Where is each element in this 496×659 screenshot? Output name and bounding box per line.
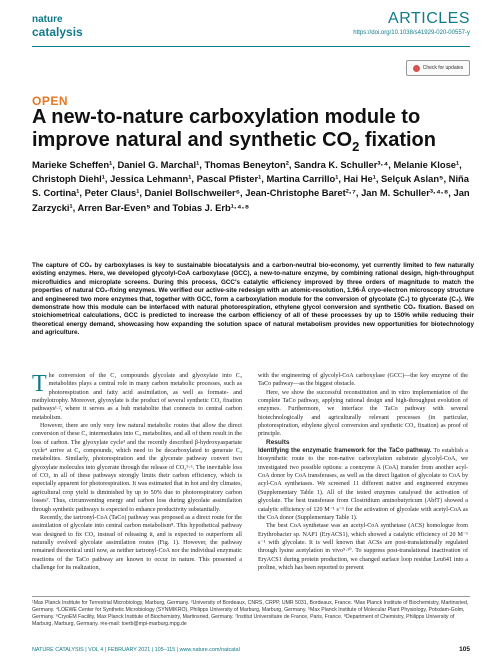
affiliations: ¹Max Planck Institute for Terrestrial Microbiology, Marburg, Germany. ²University of Bordeaux, CNRS, CRPP, UMR 5031, Bordeaux, France. ³Max Planck Institute of Biochemistry, Martinsried, Germany. ⁴LOEWE Center for Synthetic Microbiology (SYNMIKRO), Philipps University of Marburg, Marburg, Germany. ⁵Max Planck Institute of Molecular Plant Physiology, Potsdam-Golm, Germany. ⁶CryoEM Facility, Max Planck Institute of Biochemistry, Martinsried, Germany. ⁷Institut Universitaire de France, Paris, France. ⁸Department of Chemistry, Philipps University of Marburg, Marburg, Germany. ✉e-mail: toerb@mpi-marburg.mpg.de (32, 600, 469, 627)
paragraph: However, there are only very few natural metabolic routes that allow the direct conversion of these C₂ intermediates into C₃ metabolites, and all of them result in the loss of carbon. The glyoxylate cycle³ and the recently described β-hydroxyaspartate cycle⁴ arrive at C₄ compounds, which need to be decarboxylated to generate C₃ metabolites. Similarly, photorespiration and the glycerate pathway convert two glyoxylate molecules into glycerate through the release of CO₂⁵·⁶. The inevitable loss of CO₂ in all of these pathways strongly limits their carbon efficiency, which is especially apparent for photorespiration. It was estimated that in hot and dry climates, agricultural crop yield is diminished by up to 50% due to photorespiratory carbon losses⁷. Thus, circumventing energy and carbon loss during glycolate assimilation through synthetic pathways is expected to enhance productivity substantially. (32, 423, 242, 513)
paragraph: with the engineering of glycolyl-CoA carboxylase (GCC)—the key enzyme of the TaCo pathway—as the biggest obstacle. (258, 373, 468, 388)
header-rule (32, 46, 470, 47)
title-part2: fixation (359, 129, 436, 151)
open-access-label: OPEN (32, 94, 69, 108)
check-updates-button[interactable] (406, 60, 470, 76)
paragraph: The best CoA synthetase was an acetyl-CoA synthetase (ACS) homologue from Erythrobacter sp. NAP1 (EryACS1), which showed a catalytic efficiency of 20 M⁻¹ s⁻¹ with glycolate. It is well known that ACSs are post-translationally regulated through lysine acetylation in vivo⁹·¹⁰. To suppress post-translational inactivation of EryACS1 during protein production, we changed surface loop residue Leu641 into a proline, which has been reported to prevent (258, 523, 468, 571)
paragraph: Recently, the tartronyl-CoA (TaCo) pathway was proposed as a direct route for the assimilation of glycolate into central carbon metabolism⁸. This hypothetical pathway was designed to fix CO₂ instead of releasing it, and is expected to outperform all naturally evolved glycolate assimilation routes (Fig. 1). However, the pathway remained theoretical until now, as neither tartronyl-CoA nor the individual enzymatic reactions of the TaCo pathway are known to occur in nature. This presented a challenge for its realization, (32, 514, 242, 571)
article-title (32, 106, 472, 158)
body-column-right (258, 372, 468, 572)
title-subscript: 2 (352, 139, 360, 154)
logo-line2: catalysis (32, 25, 83, 39)
updates-label: Check for updates (422, 65, 464, 71)
abstract: The capture of CO₂ by carboxylases is key to sustainable biocatalysis and a carbon-neutral bio-economy, yet currently limited to few naturally existing enzymes. Here, we developed glycolyl-CoA carboxylase (GCC), a new-to-nature enzyme, by combining rational design, high-throughput microfluidics and microplate screens. During this process, GCC's catalytic efficiency improved by three orders of magnitude to match the properties of natural CO₂-fixing enzymes. We verified our active-site redesign with an atomic-resolution, 1.96-Å cryo-electron microscopy structure and engineered two more enzymes that, together with GCC, form a carboxylation module for the conversion of glycolate (C₂) to glycerate (C₃). We demonstrate how this module can be interfaced with natural photorespiration, ethylene glycol conversion and synthetic CO₂ fixation. Based on stoichiometrical calculations, GCC is predicted to increase the carbon efficiency of all of these processes by up to 150% while reducing their theoretical energy demand, showcasing how expanding the solution space of natural metabolism provides new opportunities for biotechnology and agriculture. (32, 262, 474, 337)
body-column-left (32, 372, 242, 572)
results-heading: Results (266, 438, 290, 446)
paragraph (258, 447, 468, 522)
title-part1: A new-to-nature carboxylation module to improve natural and synthetic CO (32, 106, 421, 151)
footnote-rule (32, 596, 470, 597)
journal-logo (32, 14, 92, 38)
updates-icon (413, 65, 420, 72)
logo-line1: nature (32, 14, 63, 25)
author-list: Marieke Scheffen¹, Daniel G. Marchal¹, Thomas Beneyton², Sandra K. Schuller³·⁴, Melanie Klose¹, Christoph Diehl¹, Jessica Lehmann¹, Pascal Pfister¹, Martina Carrillo¹, Hai He¹, Selçuk Aslan⁵, Niña S. Cortina¹, Peter Claus¹, Daniel Bollschweiler⁶, Jean-Christophe Baret²·⁷, Jan M. Schuller³·⁴·⁸, Jan Zarzycki¹, Arren Bar-Even⁵ and Tobias J. Erb¹·⁴·⁸ (32, 159, 470, 213)
drop-cap: T (32, 371, 47, 397)
journal-footer: NATURE CATALYSIS | VOL 4 | FEBRUARY 2021 | 105–115 | www.nature.com/natcatal (32, 647, 240, 653)
paragraph-text: he conversion of the C₁ compounds glycolate and glyoxylate into C₃ metabolites plays a central role in many carbon metabolic processes, such as photorespiration and fatty acid assimilation, as well as formate- and methylotrophy. Moreover, glyoxylate is the product of several synthetic CO₂ fixation pathways¹·², where it serves as a hub metabolite that connects to central carbon metabolism. (32, 373, 242, 421)
page-number: 105 (459, 646, 470, 653)
doi-link[interactable]: https://doi.org/10.1038/s41929-020-00557-y (353, 30, 470, 36)
section-label: ARTICLES (388, 10, 470, 27)
paragraph-text: To establish a biosynthetic route to the non-native carboxylation substrate glycolyl-CoA, we investigated two possible options: a coenzyme A (CoA) transfer from another acyl-CoA donor by CoA transferases, as well as the direct ligation of glycolate to CoA by acyl-CoA synthetases. We screened 11 different native and engineered enzymes (Supplementary Table 1). All of the tested enzymes catalysed the activation of glycolate. The best transferase from Clostridium aminobutyricum (AbfT) showed a catalytic efficiency of 120 M⁻¹ s⁻¹ for the activation of glycolate with acetyl-CoA as the CoA donor (Supplementary Table 1). (258, 448, 469, 521)
paragraph (32, 372, 242, 422)
paragraph: Here, we show the successful reconstitution and in vitro implementation of the complete TaCo pathway, applying rational design and high-throughput evolution of enzymes. Furthermore, we interface the TaCo pathway with several biotechnologically and agriculturally relevant processes (in particular, photorespiration, ethylene glycol conversion and synthetic CO₂ fixation) as proof of principle. (258, 389, 468, 438)
subsection-heading: Identifying the enzymatic framework for the TaCo pathway. (258, 447, 432, 455)
